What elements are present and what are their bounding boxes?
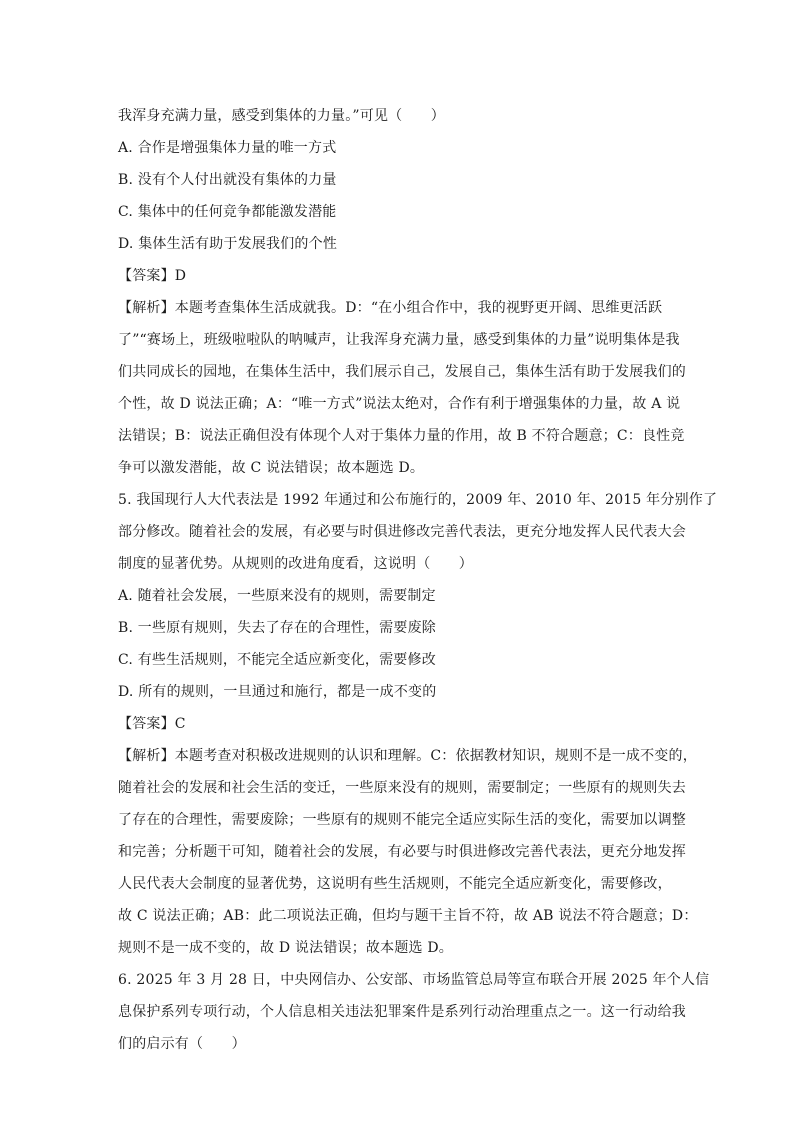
q5-analysis-line: 规则不是一成不变的，故 D 说法错误；故本题选 D。: [118, 940, 453, 956]
q5-analysis-line: 【解析】本题考查对积极改进规则的认识和理解。C：依据教材知识，规则不是一成不变的，: [118, 748, 697, 764]
q5-option-b: B. 一些原有规则，失去了存在的合理性，需要废除: [118, 620, 436, 636]
q5-stem-line: 5. 我国现行人大代表法是 1992 年通过和公布施行的，2009 年、2010 年、2015 年分别作了: [118, 492, 718, 508]
q4-analysis-line: 们共同成长的园地，在集体生活中，我们展示自己，发展自己，集体生活有助于发展我们的: [118, 364, 686, 380]
q5-option-d: D. 所有的规则，一旦通过和施行，都是一成不变的: [118, 684, 437, 700]
q4-option-c: C. 集体中的任何竞争都能激发潜能: [118, 204, 337, 220]
q4-analysis-line: 了”“赛场上，班级啦啦队的呐喊声，让我浑身充满力量，感受到集体的力量”说明集体是我: [118, 332, 680, 348]
q4-option-b: B. 没有个人付出就没有集体的力量: [118, 172, 337, 188]
q4-analysis-line: 个性，故 D 说法正确；A：“唯一方式”说法太绝对，合作有利于增强集体的力量，故 A 说: [118, 396, 681, 412]
q6-stem-line: 息保护系列专项行动，个人信息相关违法犯罪案件是系列行动治理重点之一。这一行动给我: [118, 1004, 686, 1020]
q4-stem-tail: 我浑身充满力量，感受到集体的力量。”可见（ ）: [118, 108, 445, 124]
q6-stem-line: 6. 2025 年 3 月 28 日，中央网信办、公安部、市场监管总局等宣布联合开展 2025 年个人信: [118, 972, 710, 988]
q5-stem-line: 制度的显著优势。从规则的改进角度看，这说明（ ）: [118, 556, 473, 572]
q5-analysis-line: 故 C 说法正确；AB：此二项说法正确，但均与题干主旨不符，故 AB 说法不符合题意；D：: [118, 908, 698, 924]
q5-analysis-line: 和完善；分析题干可知，随着社会的发展，有必要与时俱进修改完善代表法，更充分地发挥: [118, 844, 686, 860]
q4-option-d: D. 集体生活有助于发展我们的个性: [118, 236, 338, 252]
q5-answer: 【答案】C: [118, 716, 186, 732]
q4-analysis-line: 争可以激发潜能，故 C 说法错误；故本题选 D。: [118, 460, 425, 476]
q5-analysis-line: 了存在的合理性，需要废除；一些原有的规则不能完全适应实际生活的变化，需要加以调整: [118, 812, 686, 828]
q4-analysis-line: 法错误；B：说法正确但没有体现个人对于集体力量的作用，故 B 不符合题意；C：良性竞: [118, 428, 685, 444]
q5-option-c: C. 有些生活规则，不能完全适应新变化，需要修改: [118, 652, 436, 668]
q5-analysis-line: 随着社会的发展和社会生活的变迁，一些原来没有的规则，需要制定；一些原有的规则失去: [118, 780, 686, 796]
q5-option-a: A. 随着社会发展，一些原来没有的规则，需要制定: [118, 588, 436, 604]
page-content: [118, 100, 718, 1060]
q4-option-a: A. 合作是增强集体力量的唯一方式: [118, 140, 337, 156]
q4-answer: 【答案】D: [118, 268, 187, 284]
q4-analysis-line: 【解析】本题考查集体生活成就我。D：“在小组合作中，我的视野更开阔、思维更活跃: [118, 300, 663, 316]
q5-analysis-line: 人民代表大会制度的显著优势，这说明有些生活规则，不能完全适应新变化，需要修改，: [118, 876, 672, 892]
q5-stem-line: 部分修改。随着社会的发展，有必要与时俱进修改完善代表法，更充分地发挥人民代表大会: [118, 524, 686, 540]
q6-stem-line: 们的启示有（ ）: [118, 1036, 246, 1052]
